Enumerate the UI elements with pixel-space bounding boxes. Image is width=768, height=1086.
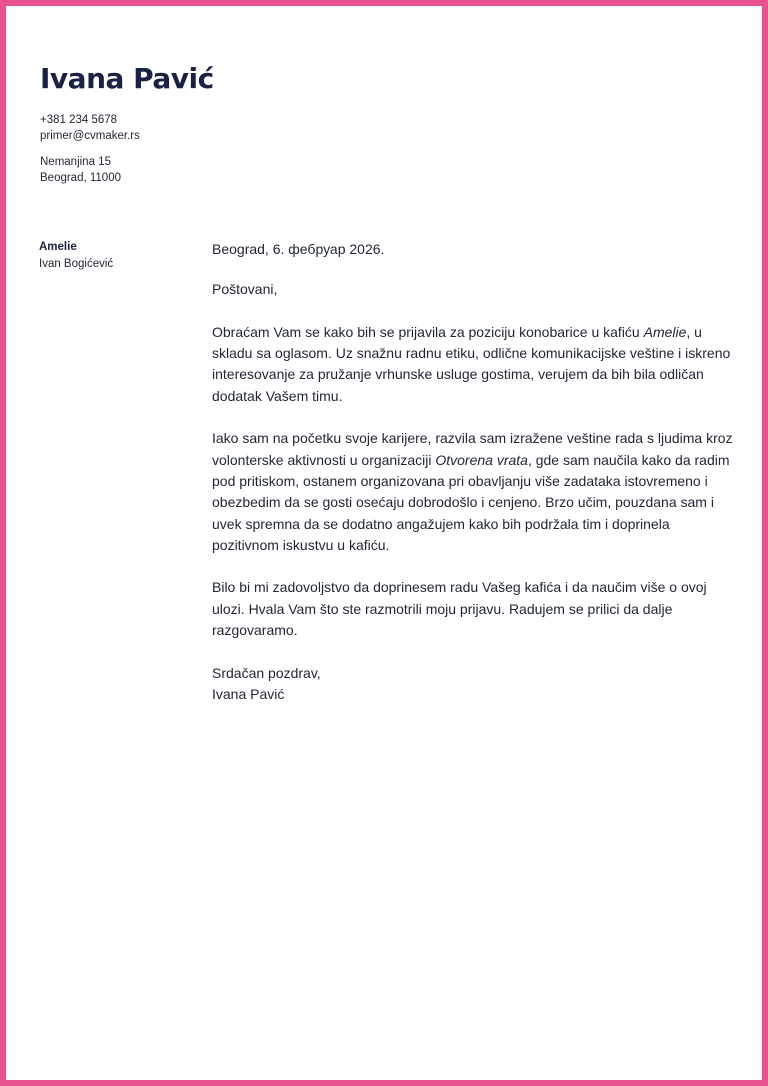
- letter-body: [212, 239, 734, 705]
- letter-signature: Ivana Pavić: [212, 685, 285, 702]
- paragraph-1-text-a: Obraćam Vam se kako bih se prijavila za poziciju konobarice u kafiću: [212, 323, 644, 340]
- paragraph-1-text-b: , u skladu sa oglasom. Uz snažnu radnu etiku, odlične komunikacijske veštine i iskreno interesovanje za pružanje vrhunske usluge gostima, verujem da bih bila odličan dodatak Vašem timu.: [212, 323, 731, 404]
- paragraph-2-text-b: , gde sam naučila kako da radim pod pritiskom, ostanem organizovana pri obavljanju više zadataka istovremeno i obezbedim da se gosti osećaju dobrodošlo i cenjeno. Brzo učim, pouzdana sam i uvek spremna da se dodatno angažujem kako bih podržala tim i doprinela pozitivnom iskustvu u kafiću.: [212, 451, 730, 553]
- sender-street: Nemanjina 15: [40, 156, 111, 168]
- letter-closing: Srdačan pozdrav,: [212, 664, 321, 681]
- letter-paragraph-2: [212, 428, 734, 556]
- sender-city: Beograd, 11000: [40, 172, 121, 184]
- sender-phone: +381 234 5678: [40, 114, 118, 126]
- recipient-block: [39, 239, 113, 273]
- letter-paragraph-1: [212, 322, 734, 407]
- sender-address: [40, 154, 121, 186]
- paragraph-1-emphasis: Amelie: [643, 323, 687, 340]
- letter-date: Beograd, 6. фебруар 2026.: [212, 241, 385, 257]
- letter-paragraph-3: Bilo bi mi zadovoljstvo da doprinesem radu Vašeg kafića i da naučim više o ovoj ulozi. Hvala Vam što ste razmotrili moju prijavu. Radujem se prilici da dalje razgovaramo.: [212, 579, 707, 639]
- sender-email: primer@cvmaker.rs: [40, 130, 140, 142]
- recipient-company: Amelie: [39, 241, 77, 253]
- sender-contact: [40, 112, 140, 144]
- paragraph-2-emphasis: Otvorena vrata: [435, 451, 528, 468]
- paragraph-2-text-a: Iako sam na početku svoje karijere, razvila sam izražene veštine rada s ljudima kroz volonterske aktivnosti u organizaciji: [212, 430, 733, 468]
- letter-signoff: [212, 663, 734, 706]
- letter-greeting: Poštovani,: [212, 281, 278, 298]
- recipient-person: Ivan Bogićević: [39, 258, 114, 270]
- sender-name: Ivana Pavić: [40, 62, 214, 95]
